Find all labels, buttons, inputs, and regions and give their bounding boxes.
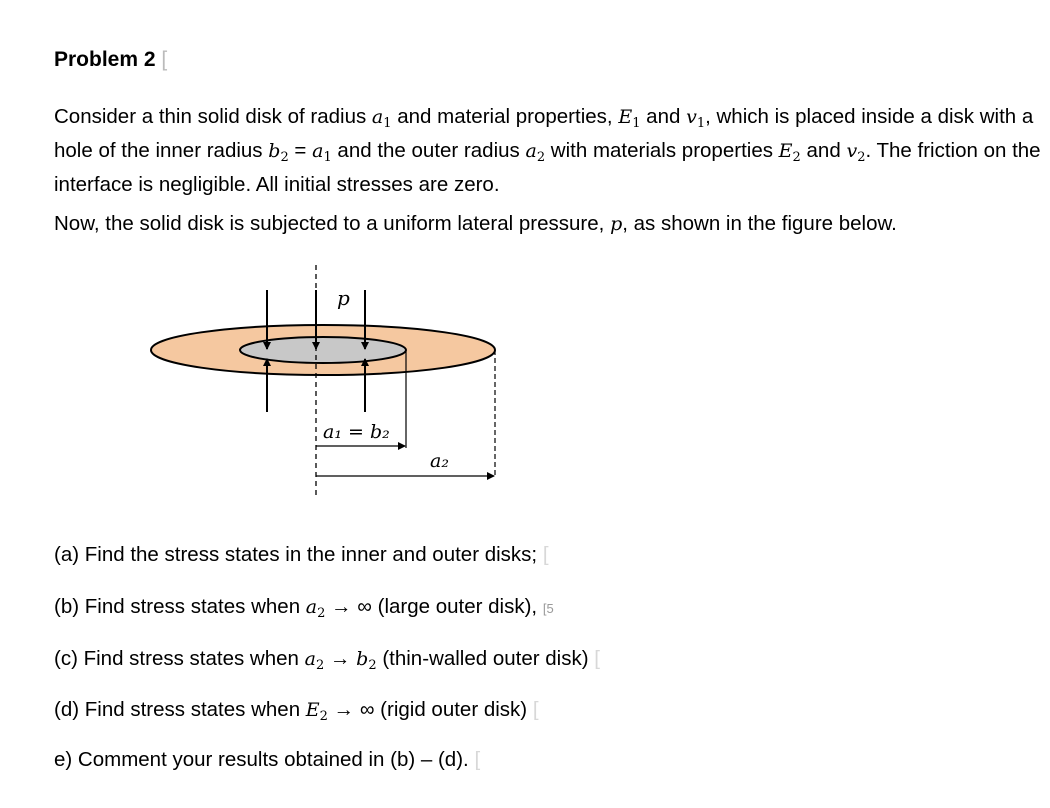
pressure-statement (54, 212, 897, 236)
text-segment: and (646, 105, 681, 128)
question-a-text: (a) Find the stress states in the inner and outer disks; (54, 543, 538, 566)
text-segment: (thin-walled outer disk) (382, 647, 589, 670)
question-c-faint: [ (594, 647, 600, 670)
question-c (54, 647, 600, 673)
text-segment: . The friction on the (865, 139, 1041, 162)
equals-sign: = (294, 139, 307, 162)
problem-title-bracket: [ (161, 48, 168, 71)
text-segment: (d) Find stress states when (54, 698, 301, 721)
text-segment: → ∞ (large outer disk), (331, 595, 538, 618)
var-E2: $E_2$ (305, 699, 328, 724)
var-a1: $a_1$ (371, 106, 392, 131)
question-e-text: e) Comment your results obtained in (b) – (d). (54, 748, 469, 771)
text-segment: hole of the inner radius (54, 139, 263, 162)
var-b2: $b_2$ (356, 648, 377, 673)
text-segment: → (329, 647, 351, 670)
var-E2: $E_2$ (778, 140, 801, 165)
var-b2: $b_2$ (268, 140, 289, 165)
text-segment: and material properties, (397, 105, 613, 128)
var-a2: $a_2$ (525, 140, 546, 165)
text-segment: , as shown in the figure below. (622, 212, 897, 235)
problem-statement (54, 103, 1041, 198)
text-segment: and the outer radius (337, 139, 520, 162)
problem-title-text: Problem 2 (54, 48, 156, 71)
text-segment: Consider a thin solid disk of radius (54, 105, 367, 128)
var-a2: $a_2$ (305, 596, 326, 621)
label-a2: a₂ (430, 450, 449, 472)
question-a-faint: [ (542, 543, 549, 566)
label-p: p (337, 286, 350, 310)
problem-title (54, 48, 167, 72)
statement-line-3: interface is negligible. All initial stresses are zero. (54, 173, 500, 196)
question-e (54, 748, 480, 772)
label-a1-eq-b2: a₁ = b₂ (323, 421, 390, 443)
statement-line-1 (54, 103, 1041, 137)
text-segment: and (806, 139, 841, 162)
statement-line-2 (54, 137, 1041, 171)
question-b (54, 595, 554, 621)
var-E1: $E_1$ (618, 106, 641, 131)
var-v1: $v_1$ (686, 106, 706, 131)
disk-figure (140, 255, 520, 505)
question-e-faint: [ (474, 748, 481, 771)
question-a (54, 543, 549, 567)
text-segment: (b) Find stress states when (54, 595, 301, 618)
var-a1: $a_1$ (312, 140, 332, 165)
var-v2: $v_2$ (846, 140, 866, 165)
question-d-faint: [ (532, 698, 539, 721)
inner-disk (240, 337, 406, 363)
text-segment: with materials properties (550, 139, 773, 162)
var-p: p (610, 213, 623, 235)
text-segment: , which is placed inside a disk with a (705, 105, 1034, 128)
text-segment: (c) Find stress states when (54, 647, 299, 670)
text-segment: → ∞ (rigid outer disk) (333, 698, 528, 721)
question-d (54, 698, 539, 724)
text-segment: Now, the solid disk is subjected to a uniform lateral pressure, (54, 212, 605, 235)
question-b-faint: [5 (542, 601, 554, 616)
var-a2: $a_2$ (304, 648, 325, 673)
